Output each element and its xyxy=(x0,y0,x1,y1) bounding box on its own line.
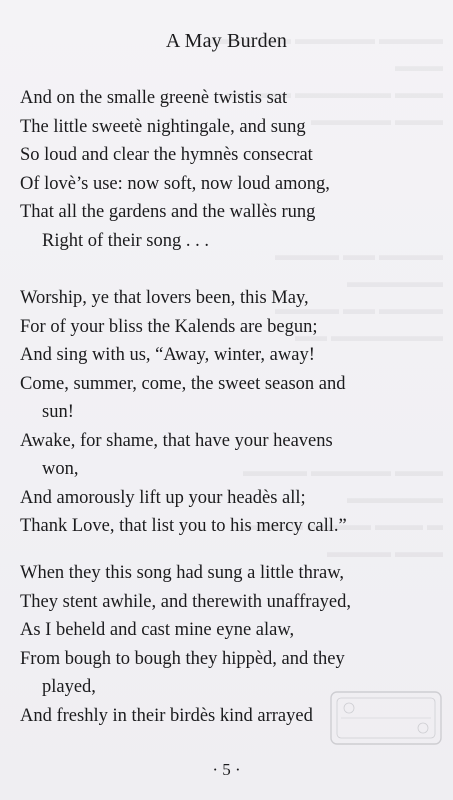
verse-line: Of lovè’s use: now soft, now loud among, xyxy=(20,173,330,194)
verse-line-indented: Right of their song . . . xyxy=(42,230,210,251)
verse-line: Worship, ye that lovers been, this May, xyxy=(20,288,309,308)
stanza-1 xyxy=(20,84,445,255)
verse-line-indented: won, xyxy=(42,459,79,479)
verse-line: So loud and clear the hymnès consecrat xyxy=(20,145,313,165)
verse-line: And sing with us, “Away, winter, away! xyxy=(20,345,315,365)
verse-line: Thank Love, that list you to his mercy call.” xyxy=(20,516,347,536)
verse-line: That all the gardens and the wallès rung xyxy=(20,202,316,222)
verse-line-indented: played, xyxy=(42,677,96,697)
verse-line: Come, summer, come, the sweet season and xyxy=(20,373,346,394)
page-number: · 5 · xyxy=(212,760,241,779)
watermark-stamp xyxy=(327,688,445,748)
poem-title: A May Burden xyxy=(165,30,288,52)
verse-line: From bough to bough they hippèd, and they xyxy=(20,648,345,669)
verse-line: The little sweetè nightingale, and sung xyxy=(20,116,306,137)
verse-line-indented: sun! xyxy=(42,402,74,422)
verse-line: And on the smalle greenè twistis sat xyxy=(20,88,288,108)
verse-line: And freshly in their birdès kind arrayed xyxy=(20,705,313,726)
stanza-2 xyxy=(20,284,445,541)
verse-line: They stent awhile, and therewith unaffrayed, xyxy=(20,591,351,612)
verse-line: As I beheld and cast mine eyne alaw, xyxy=(20,620,295,640)
verse-line: And amorously lift up your headès all; xyxy=(20,487,306,508)
verse-line: Awake, for shame, that have your heavens xyxy=(20,430,333,451)
verse-line: For of your bliss the Kalends are begun; xyxy=(20,316,318,337)
verse-line: When they this song had sung a little thraw, xyxy=(20,563,345,583)
